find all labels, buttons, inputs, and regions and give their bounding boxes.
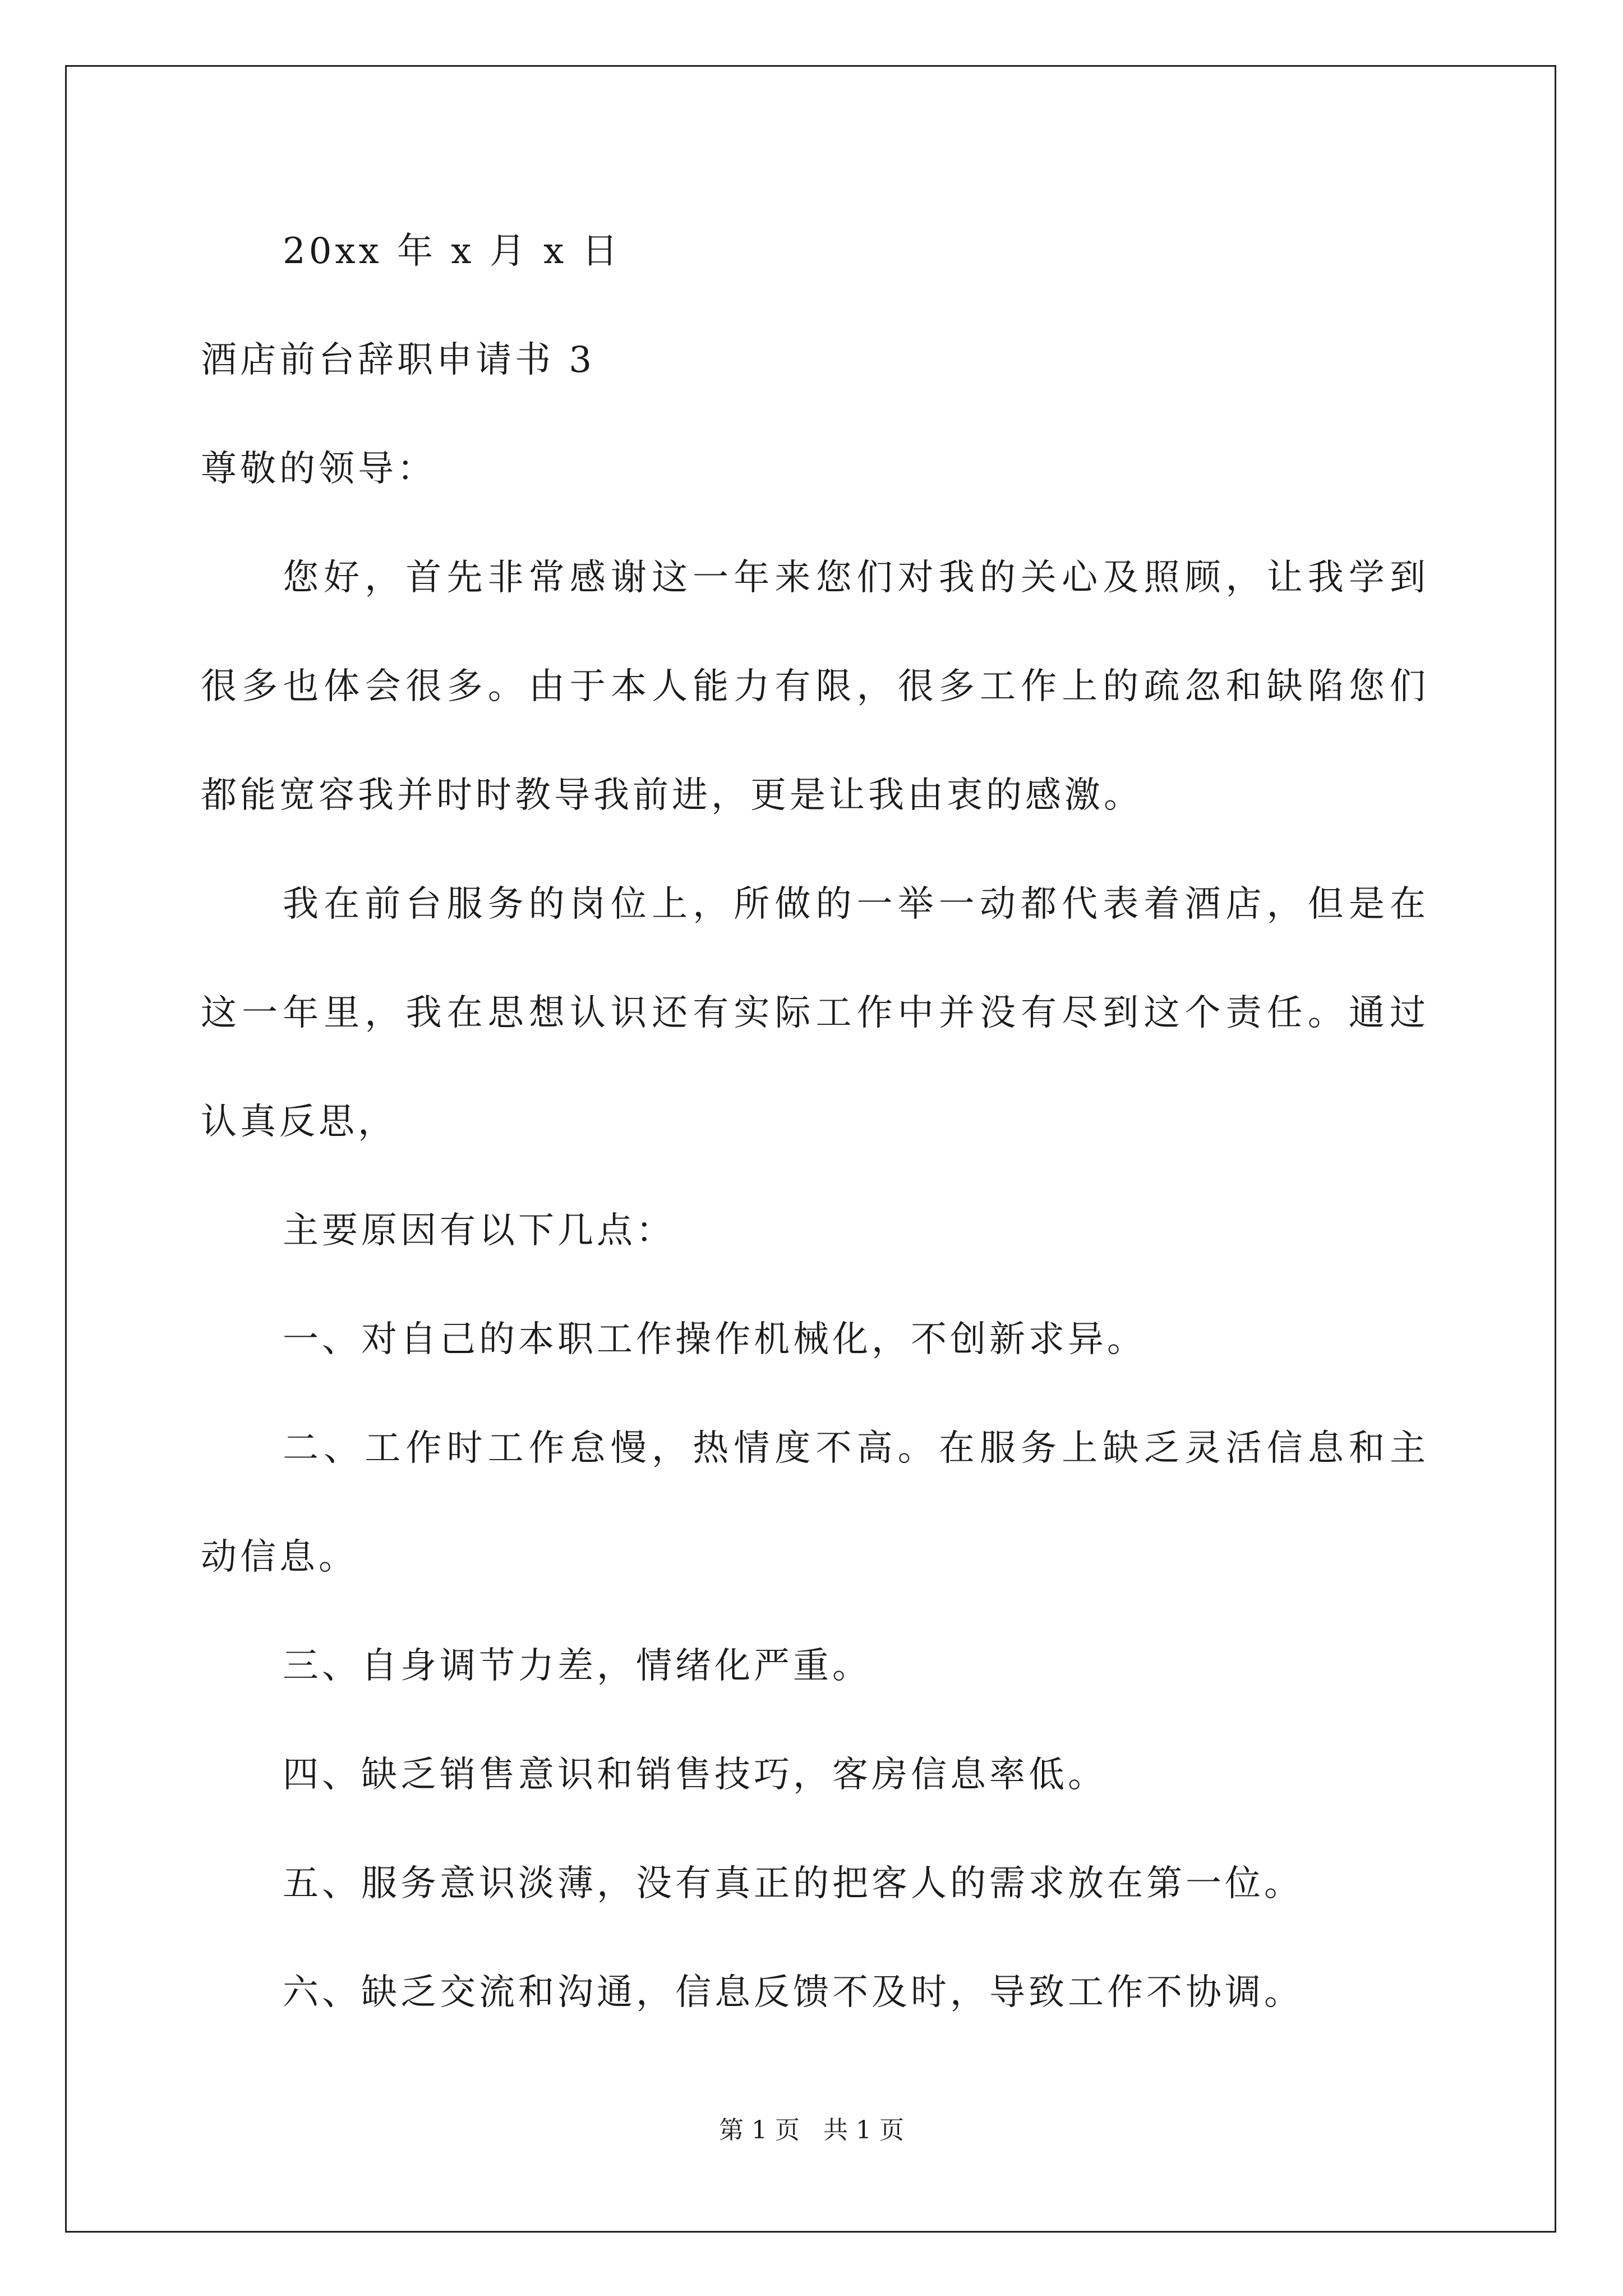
paragraph2-line1: 我在前台服务的岗位上，所做的一举一动都代表着酒店，但是在 — [283, 884, 1429, 925]
reason-3: 三、自身调节力差，情绪化严重。 — [283, 1645, 872, 1687]
paragraph1-line1: 您好，首先非常感谢这一年来您们对我的关心及照顾，让我学到 — [283, 557, 1429, 599]
paragraph2-line2: 这一年里，我在思想认识还有实际工作中并没有尽到这个责任。通过 — [201, 992, 1429, 1034]
paragraph1-line2: 很多也体会很多。由于本人能力有限，很多工作上的疏忽和缺陷您们 — [201, 666, 1429, 707]
paragraph1-line3: 都能宽容我并时时教导我前进，更是让我由衷的感激。 — [201, 775, 1143, 816]
reasons-intro: 主要原因有以下几点： — [283, 1210, 675, 1251]
document-title: 酒店前台辞职申请书 3 — [201, 339, 596, 381]
reason-4: 四、缺乏销售意识和销售技巧，客房信息率低。 — [283, 1754, 1107, 1796]
reason-6: 六、缺乏交流和沟通，信息反馈不及时，导致工作不协调。 — [283, 1972, 1303, 2013]
page-footer: 第 1 页 共 1 页 — [719, 2116, 904, 2145]
reason-2-line1: 二、工作时工作怠慢，热情度不高。在服务上缺乏灵活信息和主 — [283, 1428, 1429, 1469]
paragraph2-line3: 认真反思， — [201, 1101, 397, 1143]
salutation: 尊敬的领导： — [201, 448, 436, 490]
date-line: 20xx 年 x 月 x 日 — [283, 231, 621, 272]
reason-2-line2: 动信息。 — [201, 1536, 358, 1578]
reason-5: 五、服务意识淡薄，没有真正的把客人的需求放在第一位。 — [283, 1863, 1303, 1904]
reason-1: 一、对自己的本职工作操作机械化，不创新求异。 — [283, 1319, 1146, 1360]
